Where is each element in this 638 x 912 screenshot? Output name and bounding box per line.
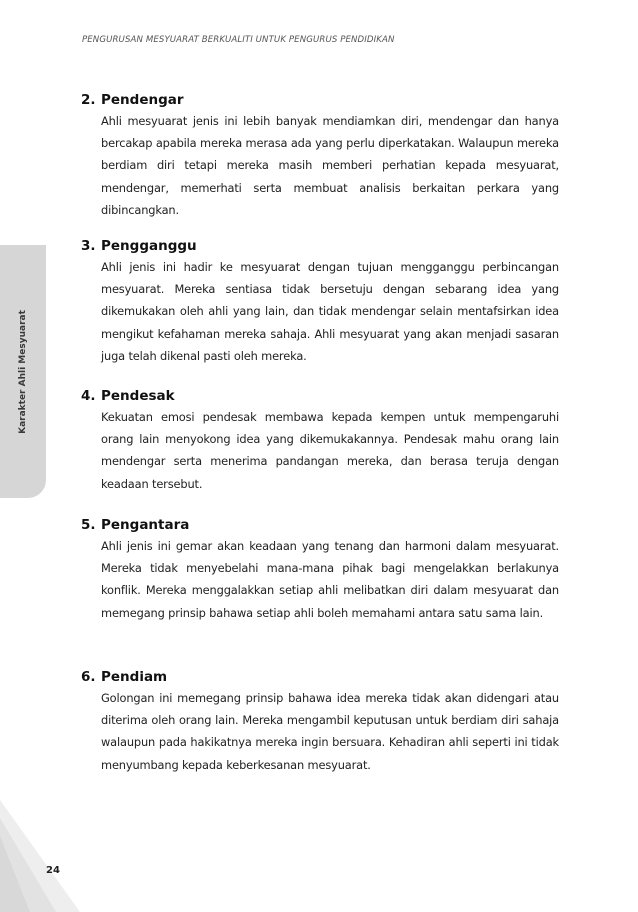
section-heading	[81, 667, 561, 687]
side-tab-label: Karakter Ahli Mesyuarat	[18, 310, 28, 434]
section-heading	[81, 386, 561, 406]
section-body: Ahli mesyuarat jenis ini lebih banyak mendiamkan diri, mendengar dan hanya bercakap apabila mereka merasa ada yang perlu diperkatakan. Walaupun mereka berdiam diri tetapi mereka masih memberi perhatian kepada mesyuarat, mendengar, memerhati serta membuat analisis berkaitan perkara yang dibincangkan.	[101, 114, 559, 217]
section-title: Pendiam	[101, 669, 168, 685]
section-body: Kekuatan emosi pendesak membawa kepada kempen untuk mempengaruhi orang lain menyokong idea yang dikemukakannya. Pendesak mahu orang lain mendengar serta menerima pandangan mereka, dan berasa teruja dengan keadaan tersebut.	[101, 410, 559, 491]
side-tab	[0, 245, 46, 498]
section-pengantara	[81, 515, 561, 624]
section-number: 4.	[81, 388, 96, 404]
section-pengganggu	[81, 236, 561, 367]
section-body: Ahli jenis ini gemar akan keadaan yang tenang dan harmoni dalam mesyuarat. Mereka tidak menyebelahi mana-mana pihak bagi mengelakkan berlakunya konflik. Mereka menggalakkan setiap ahli melibatkan diri dalam mesyuarat dan memegang prinsip bahawa setiap ahli boleh memahami antara satu sama lain.	[101, 539, 559, 620]
section-title: Pendengar	[101, 92, 184, 108]
section-pendengar	[81, 90, 561, 221]
section-pendesak	[81, 386, 561, 495]
section-number: 5.	[81, 517, 96, 533]
page-number: 24	[46, 865, 60, 876]
section-title: Pendesak	[101, 388, 175, 404]
section-body: Ahli jenis ini hadir ke mesyuarat dengan tujuan mengganggu perbincangan mesyuarat. Mereka sentiasa tidak bersetuju dengan sebarang idea yang dikemukakan oleh ahli yang lain, dan tidak mendengar selain mentafsirkan idea mengikut kefahaman mereka sahaja. Ahli mesyuarat yang akan menjadi sasaran juga telah dikenal pasti oleh mereka.	[101, 260, 559, 363]
section-number: 3.	[81, 238, 96, 254]
section-title: Pengantara	[101, 517, 190, 533]
running-header: PENGURUSAN MESYUARAT BERKUALITI UNTUK PENGURUS PENDIDIKAN	[82, 35, 395, 45]
corner-decoration	[0, 790, 80, 912]
section-title: Pengganggu	[101, 238, 197, 254]
section-pendiam	[81, 667, 561, 776]
section-heading	[81, 236, 561, 256]
section-body: Golongan ini memegang prinsip bahawa idea mereka tidak akan didengari atau diterima oleh orang lain. Mereka mengambil keputusan untuk berdiam diri sahaja walaupun pada hakikatnya mereka ingin bersuara. Kehadiran ahli seperti ini tidak menyumbang kepada keberkesanan mesyuarat.	[101, 691, 559, 772]
section-number: 6.	[81, 669, 96, 685]
section-heading	[81, 90, 561, 110]
section-heading	[81, 515, 561, 535]
section-number: 2.	[81, 92, 96, 108]
